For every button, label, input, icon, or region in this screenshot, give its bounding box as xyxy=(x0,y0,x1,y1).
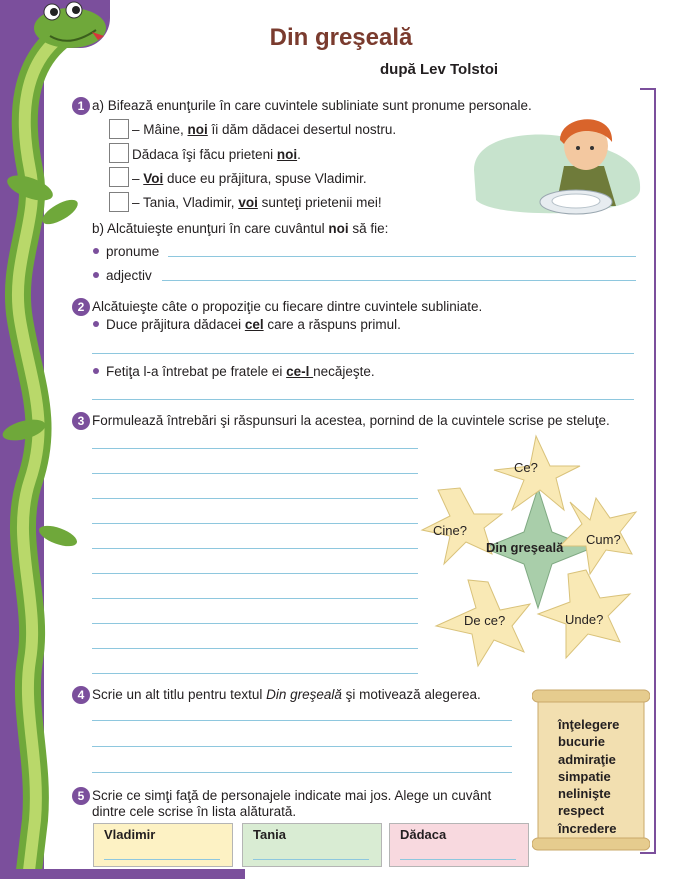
answer-line[interactable] xyxy=(253,859,369,860)
star-label: Ce? xyxy=(514,460,538,475)
author: după Lev Tolstoi xyxy=(380,61,499,78)
boy-illustration xyxy=(464,110,644,220)
word-list-item: respect xyxy=(558,803,605,818)
character-box-tania[interactable] xyxy=(242,823,382,867)
option-label: adjectiv xyxy=(106,268,152,283)
sentence-option: Dădaca îşi făcu prieteni noi. xyxy=(132,147,301,162)
center-star-label: Din greşeală xyxy=(486,540,564,555)
bullet xyxy=(93,368,99,374)
exercise3-prompt: Formulează întrebări şi răspunsuri la acestea, pornind de la cuvintele scrise pe steluţe. xyxy=(92,413,610,428)
answer-line[interactable] xyxy=(92,498,418,499)
bullet xyxy=(93,321,99,327)
answer-line[interactable] xyxy=(92,548,418,549)
answer-line[interactable] xyxy=(92,673,418,674)
bullet xyxy=(93,272,99,278)
exercise1-prompt-a: a) Bifează enunţurile în care cuvintele subliniate sunt pronume personale. xyxy=(92,98,532,113)
answer-line[interactable] xyxy=(400,859,516,860)
checkbox[interactable] xyxy=(109,167,129,187)
answer-line[interactable] xyxy=(92,353,634,354)
answer-line[interactable] xyxy=(92,598,418,599)
bottom-bar xyxy=(0,869,245,879)
answer-line[interactable] xyxy=(168,256,636,257)
character-box-dadaca[interactable] xyxy=(389,823,529,867)
option-label: pronume xyxy=(106,244,160,259)
exercise2-prompt: Alcătuieşte câte o propoziţie cu fiecare dintre cuvintele subliniate. xyxy=(92,299,483,314)
word-list-item: înţelegere xyxy=(558,717,620,732)
star-label: Unde? xyxy=(565,612,604,627)
page-title: Din greşeală xyxy=(269,24,413,51)
answer-line[interactable] xyxy=(92,648,418,649)
star-label: De ce? xyxy=(464,613,506,628)
word-list-item: bucurie xyxy=(558,734,605,749)
answer-line[interactable] xyxy=(162,280,636,281)
bullet xyxy=(93,248,99,254)
sentence-given: Duce prăjitura dădacei cel care a răspuns primul. xyxy=(106,317,401,332)
answer-line[interactable] xyxy=(92,448,418,449)
exercise-number: 2 xyxy=(72,298,90,316)
exercise4-prompt: Scrie un alt titlu pentru textul Din greşeală şi motivează alegerea. xyxy=(92,687,481,702)
character-label: Vladimir xyxy=(104,827,156,842)
star-label: Cine? xyxy=(433,523,467,538)
answer-line[interactable] xyxy=(92,473,418,474)
star-label: Cum? xyxy=(586,532,621,547)
checkbox[interactable] xyxy=(109,143,129,163)
answer-line[interactable] xyxy=(92,623,418,624)
answer-line[interactable] xyxy=(92,399,634,400)
exercise-number: 4 xyxy=(72,686,90,704)
word-list-item: încredere xyxy=(558,821,617,836)
answer-line[interactable] xyxy=(92,573,418,574)
exercise-number: 5 xyxy=(72,787,90,805)
exercise5-prompt-line2: dintre cele scrise în lista alăturată. xyxy=(92,804,297,819)
checkbox[interactable] xyxy=(109,119,129,139)
exercise1-prompt-b: b) Alcătuieşte enunţuri în care cuvântul noi să fie: xyxy=(92,221,389,236)
exercise-number: 1 xyxy=(72,97,90,115)
answer-line[interactable] xyxy=(92,772,512,773)
sentence-option: – Tania, Vladimir, voi sunteţi prietenii mei! xyxy=(132,195,382,210)
answer-line[interactable] xyxy=(92,746,512,747)
sentence-option: – Mâine, noi îi dăm dădacei desertul nostru. xyxy=(132,122,397,137)
word-list-item: admiraţie xyxy=(558,752,616,767)
answer-line[interactable] xyxy=(104,859,220,860)
exercise-number: 3 xyxy=(72,412,90,430)
exercise5-prompt-line1: Scrie ce simţi faţă de personajele indicate mai jos. Alege un cuvânt xyxy=(92,788,492,803)
sentence-option: – Voi duce eu prăjitura, spuse Vladimir. xyxy=(132,171,367,186)
word-list-item: simpatie xyxy=(558,769,611,784)
character-label: Tania xyxy=(253,827,286,842)
character-label: Dădaca xyxy=(400,827,447,842)
answer-line[interactable] xyxy=(92,720,512,721)
checkbox[interactable] xyxy=(109,192,129,212)
answer-line[interactable] xyxy=(92,523,418,524)
snake-illustration xyxy=(0,0,110,879)
word-list-item: nelinişte xyxy=(558,786,611,801)
sentence-given: Fetiţa l-a întrebat pe fratele ei ce-l necăjeşte. xyxy=(106,364,375,379)
character-box-vladimir[interactable] xyxy=(93,823,233,867)
